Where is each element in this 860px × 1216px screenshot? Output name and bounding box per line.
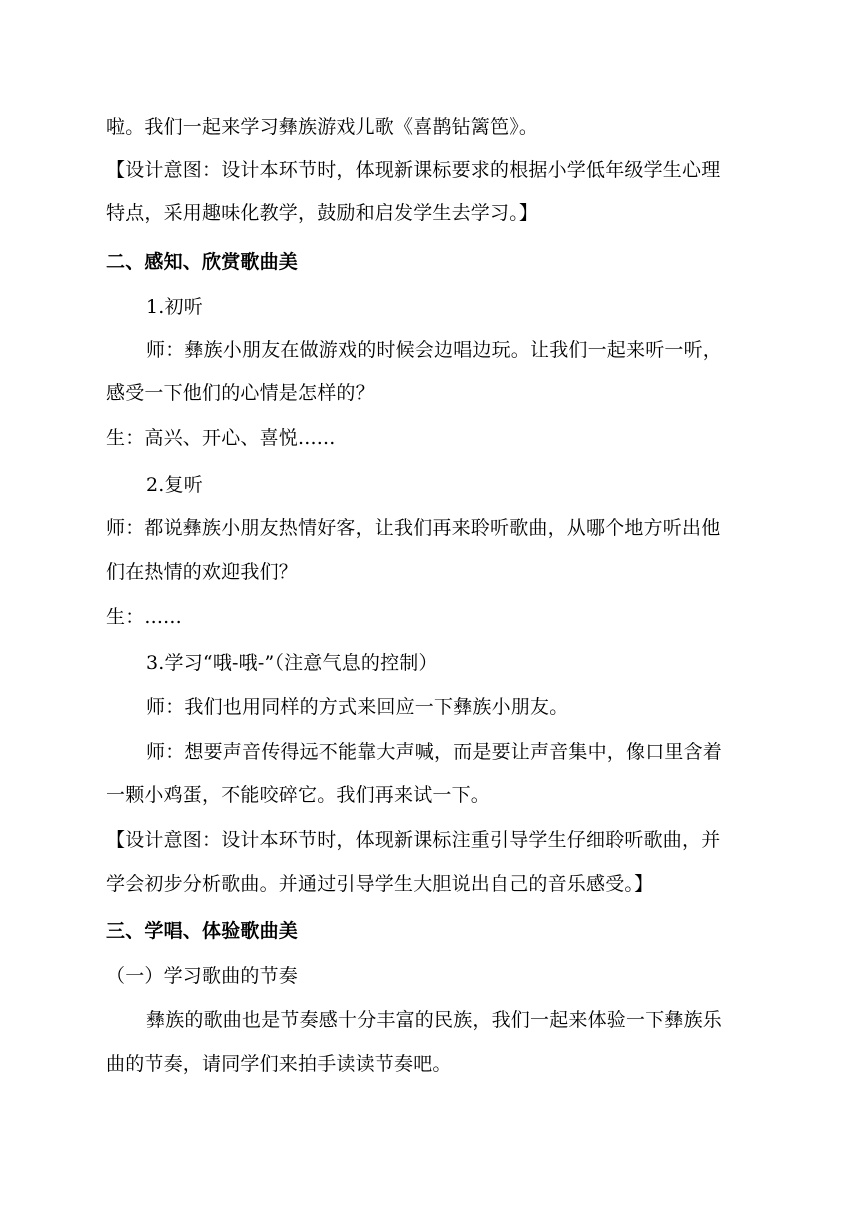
teacher-line-2-cont: 们在热情的欢迎我们？ xyxy=(106,561,299,583)
student-line-2: 生：...... xyxy=(106,606,182,628)
paragraph-rhythm-line-2: 曲的节奏，请同学们来拍手读读节奏吧。 xyxy=(106,1053,452,1075)
student-line-1: 生：高兴、开心、喜悦...... xyxy=(106,427,336,449)
design-intent-1-line-2: 特点，采用趣味化教学，鼓励和启发学生去学习。】 xyxy=(106,202,539,224)
design-intent-2-line-2: 学会初步分析歌曲。并通过引导学生大胆说出自己的音乐感受。】 xyxy=(106,873,654,895)
text-line-1: 啦。我们一起来学习彝族游戏儿歌《喜鹊钻篱笆》。 xyxy=(106,116,539,138)
paragraph-rhythm-line-1: 彝族的歌曲也是节奏感十分丰富的民族，我们一起来体验一下彝族乐 xyxy=(146,1009,723,1031)
teacher-line-1: 师：彝族小朋友在做游戏的时候会边唱边玩。让我们一起来听一听， xyxy=(146,339,723,361)
section-heading-3: 三、学唱、体验歌曲美 xyxy=(106,920,299,942)
design-intent-1-line-1: 【设计意图：设计本环节时，体现新课标要求的根据小学低年级学生心理 xyxy=(106,159,721,181)
design-intent-2-line-1: 【设计意图：设计本环节时，体现新课标注重引导学生仔细聆听歌曲，并 xyxy=(106,829,721,851)
subsection-learn-oh: 3.学习“哦-哦-”（注意气息的控制） xyxy=(146,652,438,674)
teacher-line-2: 师：都说彝族小朋友热情好客，让我们再来聆听歌曲，从哪个地方听出他 xyxy=(106,517,721,539)
subsection-rhythm: （一）学习歌曲的节奏 xyxy=(106,965,299,987)
teacher-line-4: 师：想要声音传得远不能靠大声喊，而是要让声音集中，像口里含着 xyxy=(146,741,723,763)
subsection-first-listen: 1.初听 xyxy=(146,296,203,318)
subsection-second-listen: 2.复听 xyxy=(146,474,203,496)
teacher-line-4-cont: 一颗小鸡蛋，不能咬碎它。我们再来试一下。 xyxy=(106,784,491,806)
teacher-line-3: 师：我们也用同样的方式来回应一下彝族小朋友。 xyxy=(146,696,569,718)
teacher-line-1-cont: 感受一下他们的心情是怎样的？ xyxy=(106,382,375,404)
section-heading-2: 二、感知、欣赏歌曲美 xyxy=(106,251,299,273)
